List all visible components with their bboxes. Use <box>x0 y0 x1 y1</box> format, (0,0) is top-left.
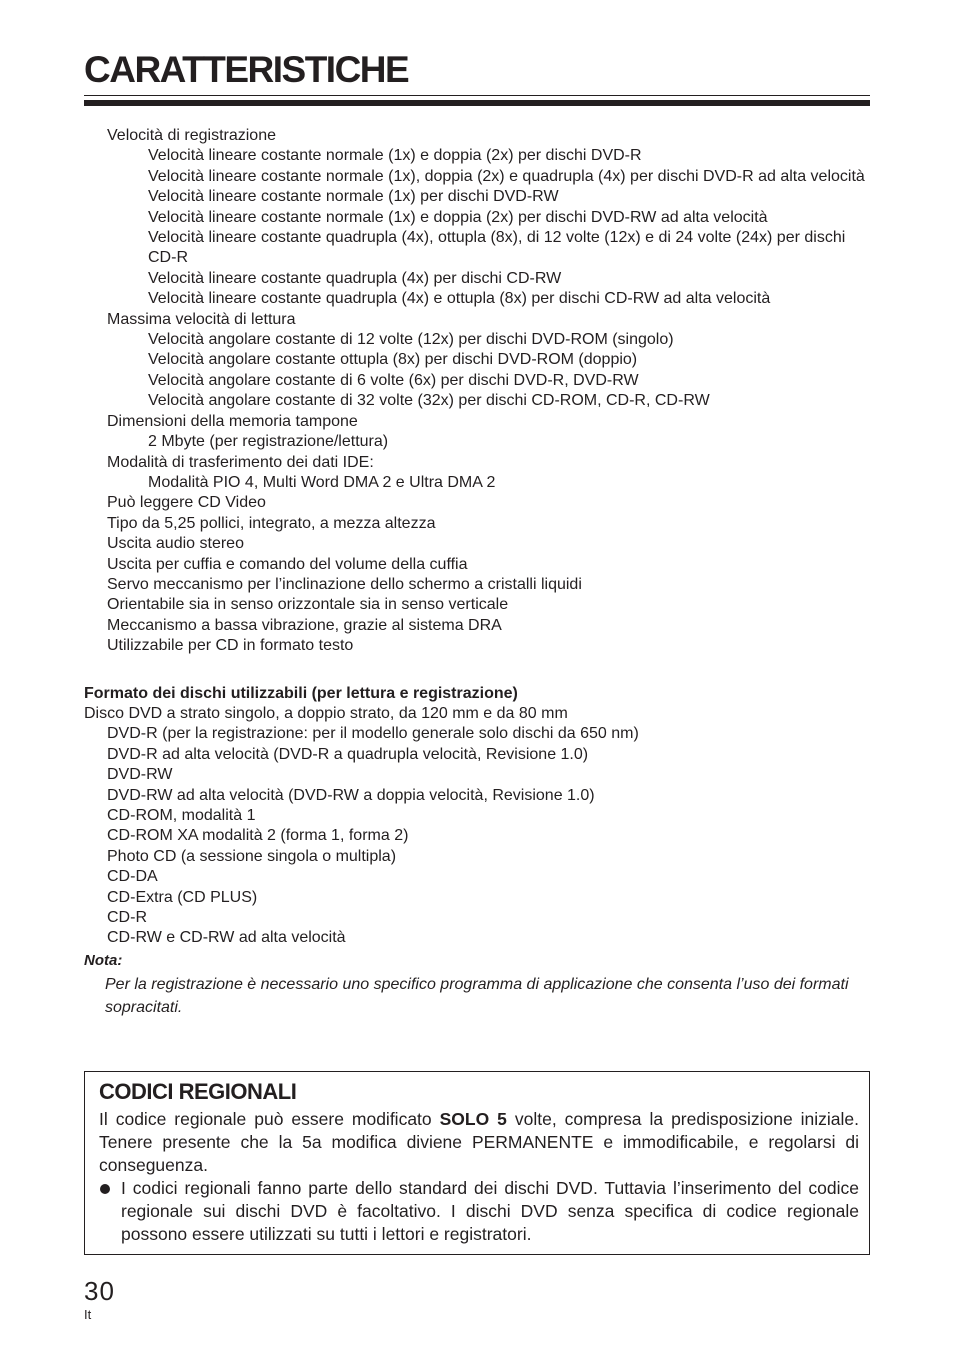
spec-item: Velocità lineare costante normale (1x), doppia (2x) e quadrupla (4x) per dischi DVD-R ad alta velocità <box>148 167 865 185</box>
feature-item: Meccanismo a bassa vibrazione, grazie al sistema DRA <box>107 616 502 634</box>
spec-item: Velocità angolare costante di 32 volte (32x) per dischi CD-ROM, CD-R, CD-RW <box>148 392 710 410</box>
region-codes-title: CODICI REGIONALI <box>99 1079 297 1104</box>
spec-label-max-read-speed: Massima velocità di lettura <box>107 310 296 328</box>
region-codes-body <box>99 1108 859 1246</box>
spec-label-recording-speed: Velocità di registrazione <box>107 127 276 144</box>
spec-item: Velocità lineare costante quadrupla (4x) per dischi CD-RW <box>148 269 562 287</box>
specifications-list <box>84 126 874 657</box>
spec-value-buffer: 2 Mbyte (per registrazione/lettura) <box>148 433 389 451</box>
title-rule-thin <box>84 95 870 96</box>
region-codes-paragraph <box>99 1108 859 1177</box>
spec-item: Velocità lineare costante normale (1x) e doppia (2x) per dischi DVD-RW ad alta velocità <box>148 208 768 226</box>
format-item: CD-Extra (CD PLUS) <box>107 888 258 906</box>
region-bullet-item <box>99 1177 859 1246</box>
format-item: DVD-RW <box>107 766 173 784</box>
format-item: CD-RW e CD-RW ad alta velocità <box>107 929 346 947</box>
spec-item: Velocità lineare costante normale (1x) e doppia (2x) per dischi DVD-R <box>148 147 642 165</box>
feature-item: Può leggere CD Video <box>107 494 266 512</box>
feature-item: Tipo da 5,25 pollici, integrato, a mezza altezza <box>107 514 436 532</box>
page-title: CARATTERISTICHE <box>84 49 409 90</box>
feature-item: Uscita per cuffia e comando del volume della cuffia <box>107 555 468 573</box>
page-number: 30 <box>84 1276 115 1306</box>
spec-value-ide: Modalità PIO 4, Multi Word DMA 2 e Ultra DMA 2 <box>148 473 496 491</box>
spec-item: Velocità angolare costante di 6 volte (6x) per dischi DVD-R, DVD-RW <box>148 371 639 389</box>
note-text: Per la registrazione è necessario uno specifico programma di applicazione che consenta l’uso dei formati sopracitati. <box>105 976 849 1016</box>
format-item: CD-ROM XA modalità 2 (forma 1, forma 2) <box>107 827 409 845</box>
spec-item: Velocità lineare costante normale (1x) per dischi DVD-RW <box>148 188 559 206</box>
feature-item: Servo meccanismo per l’inclinazione dello schermo a cristalli liquidi <box>107 575 582 593</box>
format-item: CD-ROM, modalità 1 <box>107 807 256 825</box>
note-label: Nota: <box>84 952 123 969</box>
spec-item: Velocità angolare costante di 12 volte (12x) per dischi DVD-ROM (singolo) <box>148 331 674 349</box>
format-item: DVD-R (per la registrazione: per il modello generale solo dischi da 650 nm) <box>107 725 639 743</box>
spec-label-ide: Modalità di trasferimento dei dati IDE: <box>107 453 374 471</box>
page-language: It <box>84 1307 92 1322</box>
region-para-after: volte, compresa la predisposizione iniziale. Tenere presente che la 5a modifica diviene PERMANENTE e immodificabile, e regolarsi di conseguenza. <box>99 1109 860 1175</box>
region-codes-box <box>84 1071 870 1255</box>
formats-intro: Disco DVD a strato singolo, a doppio strato, da 120 mm e da 80 mm <box>84 705 568 722</box>
region-para-bold: SOLO 5 <box>439 1109 507 1129</box>
spec-item: Velocità lineare costante quadrupla (4x), ottupla (8x), di 12 volte (12x) e di 24 volte (24x) per dischi CD-R <box>148 229 846 267</box>
format-item: DVD-RW ad alta velocità (DVD-RW a doppia velocità, Revisione 1.0) <box>107 786 595 804</box>
feature-item: Orientabile sia in senso orizzontale sia in senso verticale <box>107 596 509 614</box>
format-item: CD-R <box>107 909 147 927</box>
feature-item: Utilizzabile per CD in formato testo <box>107 637 354 655</box>
feature-item: Uscita audio stereo <box>107 535 244 553</box>
spec-item: Velocità lineare costante quadrupla (4x) e ottupla (8x) per dischi CD-RW ad alta velocità <box>148 290 771 308</box>
region-bullet-text: I codici regionali fanno parte dello standard dei dischi DVD. Tuttavia l’inserimento del codice regionale sui dischi DVD è facoltativo. I dischi DVD senza specifica di codice regionale possono essere utilizzati su tutti i lettori e registratori. <box>121 1178 859 1244</box>
bullet-icon <box>99 1177 121 1246</box>
formats-list <box>84 704 874 949</box>
format-item: DVD-R ad alta velocità (DVD-R a quadrupla velocità, Revisione 1.0) <box>107 745 589 763</box>
title-rule-thick <box>84 100 870 106</box>
spec-label-buffer: Dimensioni della memoria tampone <box>107 412 358 430</box>
formats-heading: Formato dei dischi utilizzabili (per lettura e registrazione) <box>84 685 518 702</box>
format-item: Photo CD (a sessione singola o multipla) <box>107 847 397 865</box>
format-item: CD-DA <box>107 868 158 886</box>
region-para-before: Il codice regionale può essere modificato <box>99 1109 440 1129</box>
spec-item: Velocità angolare costante ottupla (8x) per dischi DVD-ROM (doppio) <box>148 351 638 369</box>
